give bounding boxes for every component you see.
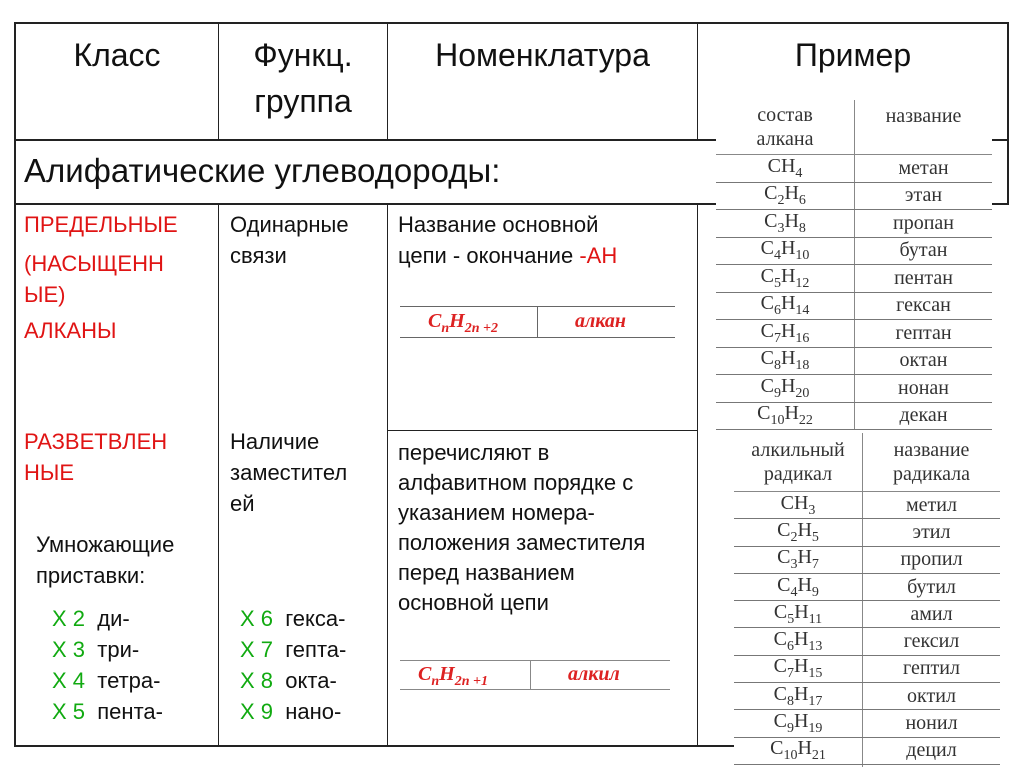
header-func-group-line2: группа	[254, 83, 352, 119]
table-border-top	[14, 22, 1009, 24]
radical-name: гептил	[903, 657, 960, 680]
formula-strip-alkyl	[400, 660, 670, 690]
alkane-row	[716, 238, 992, 266]
nomen-saturated-text: цепи - окончание	[398, 243, 580, 268]
alkane-row	[716, 265, 992, 293]
alkane-row	[716, 293, 992, 321]
alkane-row	[716, 210, 992, 238]
formula-text: $C_8H_{17}$	[773, 682, 823, 709]
formula-text: $C_5H_{11}$	[773, 600, 823, 627]
alkane-name: пентан	[894, 266, 953, 289]
multiplier-item	[52, 634, 139, 665]
nomen-branched-line: алфавитном порядке с	[398, 470, 634, 495]
multiplier-prefix: нано-	[285, 699, 342, 724]
alkane-name: гептан	[895, 321, 952, 344]
radical-name: гексил	[903, 630, 960, 653]
multiplier-factor: Х 2	[52, 606, 86, 631]
alkane-table-head-formula	[716, 100, 854, 154]
alkane-formula	[716, 403, 854, 430]
alkane-formula	[716, 183, 854, 210]
formula-strip-sep	[530, 660, 531, 690]
radical-row	[734, 683, 1000, 710]
class-saturated-line1: ПРЕДЕЛЬНЫЕ	[24, 212, 178, 237]
alkane-formula	[716, 320, 854, 347]
formula-text: $C_7H_{15}$	[773, 655, 823, 682]
formula-strip-alkane	[400, 306, 675, 338]
radical-name: нонил	[905, 712, 958, 735]
formula-strip-top	[400, 660, 670, 661]
formula-text: $C_2H_5$	[777, 518, 819, 545]
radical-formula	[734, 738, 862, 764]
group-branched-line1: Наличие	[230, 429, 320, 454]
radical-row	[734, 547, 1000, 574]
radical-formula	[734, 519, 862, 545]
alkane-formula	[716, 265, 854, 292]
formula-text: $C_{10}H_{21}$	[770, 737, 826, 764]
col-divider-2	[387, 204, 388, 746]
alkane-row	[716, 155, 992, 183]
multiplier-item	[52, 603, 130, 634]
group-branched-line2: заместител	[230, 460, 348, 485]
multiplier-prefix: три-	[97, 637, 140, 662]
nomen-branched-line: положения заместителя	[398, 530, 646, 555]
alkane-name: декан	[899, 404, 948, 427]
multiplier-factor: Х 9	[240, 699, 274, 724]
radical-row	[734, 629, 1000, 656]
formula-strip-sep	[537, 306, 538, 338]
alkane-name: метан	[898, 156, 949, 179]
multiplier-item	[240, 634, 346, 665]
formula-text: $C_3H_7$	[777, 546, 819, 573]
radical-formula	[734, 656, 862, 682]
radical-name: пропил	[900, 548, 963, 571]
radical-row	[734, 519, 1000, 546]
alkane-formula	[716, 348, 854, 375]
alkane-row	[716, 348, 992, 376]
alkane-row	[716, 320, 992, 348]
radical-table-head-formula	[734, 433, 862, 491]
radical-formula	[734, 492, 862, 518]
table-border-left	[14, 22, 16, 747]
multiplier-factor: Х 5	[52, 699, 86, 724]
formula-text: $C_6H_{13}$	[773, 628, 823, 655]
formula-text: $C_3H_8$	[764, 209, 806, 236]
nomen-branched-line: перечисляют в	[398, 440, 550, 465]
header-example: Пример	[794, 37, 912, 73]
radical-row	[734, 656, 1000, 683]
alkane-name: пропан	[893, 211, 954, 234]
multiplier-factor: Х 3	[52, 637, 86, 662]
formula-text: $CH_3$	[780, 491, 816, 518]
formula-text: $CH_4$	[767, 154, 803, 181]
alkane-table	[716, 100, 992, 430]
alkane-head-line1: состав	[757, 104, 813, 126]
radical-row	[734, 574, 1000, 601]
radical-formula	[734, 629, 862, 655]
row-divider-nomenclature	[387, 430, 698, 431]
nomen-branched-line: основной цепи	[398, 590, 549, 615]
formula-text: $C_9H_{20}$	[760, 374, 810, 401]
alkane-formula	[716, 210, 854, 237]
nomen-saturated-line2	[398, 241, 617, 271]
multiplier-prefix: гекса-	[285, 606, 346, 631]
multiplier-factor: Х 4	[52, 668, 86, 693]
formula-text: $C_{10}H_{22}$	[757, 402, 813, 429]
radical-head-line2: радикал	[763, 463, 833, 485]
alkane-row	[716, 403, 992, 431]
alkane-row	[716, 375, 992, 403]
multipliers-title-line1: Умножающие	[36, 532, 175, 557]
alkane-formula	[716, 375, 854, 402]
alkane-formula	[716, 238, 854, 265]
alkane-name: октан	[899, 349, 948, 372]
nomen-saturated-ending: -АН	[579, 243, 618, 268]
radical-row	[734, 710, 1000, 737]
formula-text: $C_7H_{16}$	[760, 319, 810, 346]
multiplier-item	[240, 696, 341, 727]
radical-row	[734, 492, 1000, 519]
multiplier-item	[52, 665, 160, 696]
alkane-name: этан	[904, 184, 943, 207]
multiplier-factor: Х 8	[240, 668, 274, 693]
radical-name: метил	[906, 493, 957, 516]
radical-row	[734, 601, 1000, 628]
alkane-head-line2: алкана	[756, 128, 814, 150]
class-saturated-line3: ЫЕ)	[24, 282, 66, 307]
formula-text: $C_2H_6$	[764, 182, 806, 209]
nomen-saturated-line1: Название основной	[398, 212, 599, 237]
alkane-name: гексан	[896, 294, 951, 317]
radical-formula	[734, 547, 862, 573]
radical-formula	[734, 574, 862, 600]
alkane-table-head-name	[855, 100, 992, 154]
nomen-branched	[398, 438, 645, 618]
multiplier-prefix: тетра-	[97, 668, 161, 693]
class-saturated-line4: АЛКАНЫ	[24, 318, 117, 343]
formula-alkyl: $C_nH_{2n +1}$	[418, 663, 488, 689]
radical-formula	[734, 710, 862, 736]
formula-alkane: $C_nH_{2n +2}$	[428, 310, 498, 336]
class-branched-line2: НЫЕ	[24, 460, 75, 485]
radical-head-name-line1: название	[893, 439, 970, 461]
header-class: Класс	[73, 37, 161, 73]
formula-text: $C_9H_{19}$	[773, 710, 823, 737]
group-branched-line3: ей	[230, 491, 255, 516]
multiplier-item	[240, 603, 345, 634]
table-border-bottom	[14, 745, 744, 747]
radical-row	[734, 738, 1000, 765]
col-divider-1	[218, 204, 219, 746]
header-nomenclature: Номенклатура	[435, 37, 650, 73]
multiplier-prefix: пента-	[97, 699, 163, 724]
multiplier-prefix: окта-	[285, 668, 337, 693]
radical-name: этил	[912, 520, 951, 543]
alkane-formula	[716, 155, 854, 182]
multipliers-title-line2: приставки:	[36, 563, 146, 588]
formula-alkane-name: алкан	[575, 310, 627, 332]
col-divider-3	[697, 204, 698, 746]
radical-table-header	[734, 433, 1000, 492]
multiplier-factor: Х 7	[240, 637, 274, 662]
radical-table	[734, 433, 1000, 767]
radical-name: децил	[906, 739, 957, 762]
radical-name: амил	[910, 602, 953, 625]
multiplier-item	[52, 696, 163, 727]
multiplier-factor: Х 6	[240, 606, 274, 631]
group-saturated-line1: Одинарные	[230, 212, 349, 237]
alkane-head-name-text: название	[885, 105, 962, 127]
nomen-branched-line: указанием номера-	[398, 500, 595, 525]
radical-head-line1: алкильный	[751, 439, 845, 461]
formula-text: $C_6H_{14}$	[760, 292, 810, 319]
radical-name: октил	[907, 684, 956, 707]
radical-table-head-name	[863, 433, 1000, 491]
multiplier-prefix: ди-	[97, 606, 130, 631]
header-func-group-line1: Функц.	[253, 37, 353, 73]
formula-alkyl-name: алкил	[568, 663, 620, 685]
radical-formula	[734, 683, 862, 709]
section-title: Алифатические углеводороды:	[24, 152, 501, 189]
alkane-row	[716, 183, 992, 211]
alkane-formula	[716, 293, 854, 320]
multiplier-prefix: гепта-	[285, 637, 347, 662]
radical-formula	[734, 601, 862, 627]
class-saturated-line2: (НАСЫЩЕНН	[24, 251, 164, 276]
formula-text: $C_4H_{10}$	[760, 237, 810, 264]
alkane-name: нонан	[898, 376, 949, 399]
multiplier-item	[240, 665, 337, 696]
formula-text: $C_5H_{12}$	[760, 264, 810, 291]
nomen-branched-line: перед названием	[398, 560, 575, 585]
formula-text: $C_4H_9$	[777, 573, 819, 600]
formula-text: $C_8H_{18}$	[760, 347, 810, 374]
class-branched-line1: РАЗВЕТВЛЕН	[24, 429, 168, 454]
group-saturated-line2: связи	[230, 243, 287, 268]
radical-name: бутил	[907, 575, 956, 598]
alkane-name: бутан	[899, 239, 948, 262]
radical-head-name-line2: радикала	[892, 463, 971, 485]
